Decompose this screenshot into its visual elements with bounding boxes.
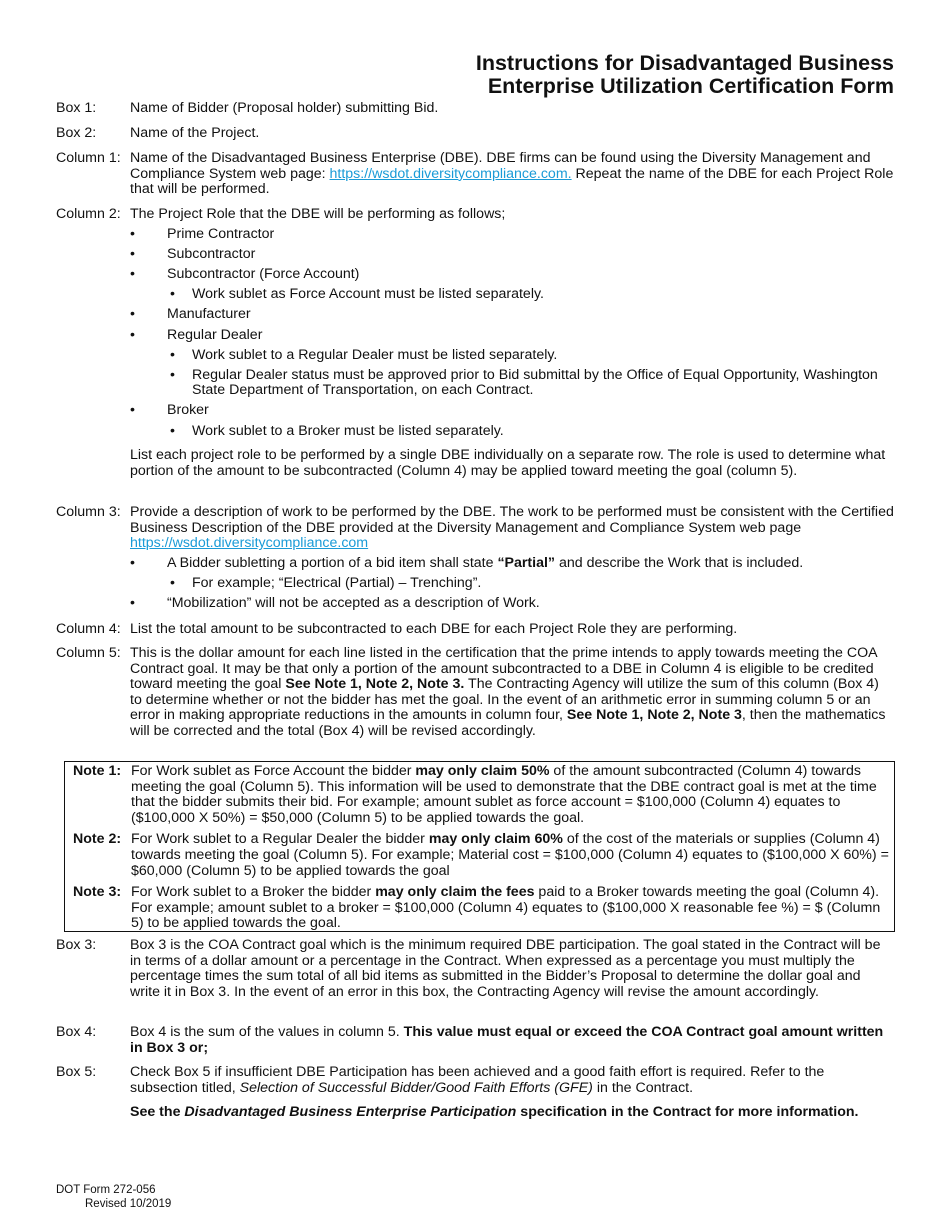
- box4-text-a: Box 4 is the sum of the values in column 5.: [130, 1024, 404, 1040]
- box5-section: [56, 1065, 894, 1121]
- note3: [65, 885, 894, 932]
- role-prime-contractor: • Prime Contractor: [130, 227, 894, 243]
- column5-text: [130, 646, 894, 740]
- box3-section: [56, 938, 894, 1000]
- note2-label: Note 2:: [73, 831, 122, 848]
- box1-text: Name of Bidder (Proposal holder) submitting Bid.: [130, 100, 439, 116]
- column1-text: [130, 151, 894, 198]
- diversity-compliance-link-2[interactable]: https://wsdot.diversitycompliance.com: [130, 535, 369, 552]
- box2-label: Box 2:: [56, 125, 97, 141]
- box5-text-b: in the Contract.: [592, 1079, 694, 1096]
- column4-text: List the total amount to be subcontracted to each DBE for each Project Role they are performing.: [130, 621, 738, 637]
- box2-section: [56, 126, 894, 142]
- box1-section: [56, 101, 894, 117]
- column2-closing: List each project role to be performed by a single DBE individually on a separate row. The role is used to determine what portion of the amount to be subcontracted (Column 4) may be applied toward meeting the goal (column 5).: [130, 447, 886, 479]
- column4-label: Column 4:: [56, 621, 121, 637]
- see-italic: Disadvantaged Business Enterprise Participation: [184, 1104, 517, 1121]
- note3-label: Note 3:: [73, 884, 122, 901]
- column5-text-c: , then the mathematics will be corrected and the total (Box 4) will be revised accordingly.: [130, 707, 886, 739]
- page-title: [194, 52, 894, 98]
- note1-bold: may only claim 50%: [415, 763, 550, 779]
- column2-section: [56, 207, 894, 479]
- form-footer: [56, 1183, 171, 1211]
- partial-bullet-a: A Bidder subletting a portion of a bid item shall state: [167, 555, 498, 572]
- role-subcontractor-force-account: • Subcontractor (Force Account): [130, 267, 894, 283]
- box4-section: [56, 1025, 894, 1056]
- title-line-2: Enterprise Utilization Certification Form: [487, 74, 894, 98]
- see-specification: [130, 1105, 894, 1121]
- see-a: See the: [130, 1104, 185, 1121]
- partial-bullet: [130, 556, 894, 572]
- partial-bullet-b: and describe the Work that is included.: [555, 555, 804, 572]
- box5-text: [130, 1065, 894, 1096]
- box5-text-a: Check Box 5 if insufficient DBE Participation has been achieved and a good faith effort is required. Refer to the subsection titled,: [130, 1064, 825, 1096]
- note3-text-b: paid to a Broker towards meeting the goal (Column 4). For example; amount sublet to a broker = $100,000 (Column 4) equates to ($100,000 X reasonable fee %) = $ (Column 5) to be applied towards the goal.: [131, 884, 881, 932]
- box3-text: Box 3 is the COA Contract goal which is the minimum required DBE participation. The goal stated in the Contract will be in terms of a dollar amount or a percentage in the Contract. When expressed as a percentage you must multiply the percentage times the sum total of all bid items as submitted in the Bidder’s Proposal to determine the dollar goal and write it in Box 3. In the event of an error in this box, the Contracting Agency will revise the amount accordingly.: [130, 937, 881, 1000]
- column3-section: [56, 505, 894, 612]
- note2-text-a: For Work sublet to a Regular Dealer the bidder: [131, 831, 429, 848]
- column1-label: Column 1:: [56, 150, 121, 166]
- role-broker: • Broker: [130, 403, 894, 419]
- note3-text-a: For Work sublet to a Broker the bidder: [131, 884, 376, 901]
- column5-bold-b: See Note 1, Note 2, Note 3: [566, 707, 742, 724]
- regular-dealer-note-2: • Regular Dealer status must be approved prior to Bid submittal by the Office of Equal Opportunity, Washington State Department of Transportation, on each Contract.: [170, 368, 894, 399]
- box2-text: Name of the Project.: [130, 125, 260, 141]
- box5-italic: Selection of Successful Bidder/Good Faith Efforts (GFE): [239, 1079, 593, 1096]
- note2: [65, 832, 894, 879]
- column5-section: [56, 646, 894, 740]
- column2-label: Column 2:: [56, 206, 121, 222]
- force-account-note: • Work sublet as Force Account must be listed separately.: [170, 287, 894, 303]
- note1-text-b: of the amount subcontracted (Column 4) towards meeting the goal (Column 5). This information will be used to demonstrate that the DBE contract goal is met at the time that the bidder submits their bid. For example; amount sublet as force account = $100,000 (Column 4) equates to ($100,000 X 50%) = $50,000 (Column 5) to be applied towards the goal.: [131, 763, 877, 826]
- regular-dealer-note-1: • Work sublet to a Regular Dealer must be listed separately.: [170, 348, 894, 364]
- note1: [65, 764, 894, 826]
- column1-text-b: Repeat the name of the DBE for each Project Role that will be performed.: [130, 165, 894, 198]
- box1-label: Box 1:: [56, 100, 97, 116]
- column3-text: [130, 505, 894, 552]
- notes-box: [64, 761, 895, 932]
- column5-bold-a: See Note 1, Note 2, Note 3.: [285, 676, 465, 693]
- mobilization-bullet: • “Mobilization” will not be accepted as a description of Work.: [130, 596, 894, 612]
- role-subcontractor: • Subcontractor: [130, 247, 894, 263]
- form-number: DOT Form 272-056: [56, 1184, 156, 1196]
- column2-intro: The Project Role that the DBE will be performing as follows;: [130, 206, 506, 222]
- note2-bold: may only claim 60%: [428, 831, 563, 848]
- column1-section: [56, 151, 894, 198]
- partial-bold: “Partial”: [497, 555, 556, 572]
- title-line-1: Instructions for Disadvantaged Business: [475, 51, 894, 75]
- note3-text: [131, 885, 894, 932]
- box4-bold: This value must equal or exceed the COA Contract goal amount written in Box 3 or;: [130, 1024, 884, 1056]
- box5-label: Box 5:: [56, 1064, 97, 1080]
- column3-label: Column 3:: [56, 504, 121, 520]
- note1-text-a: For Work sublet as Force Account the bidder: [131, 763, 416, 779]
- column5-label: Column 5:: [56, 645, 121, 661]
- note2-text-b: of the cost of the materials or supplies (Column 4) towards meeting the goal (Column 5). For example; Material cost = $100,000 (Column 4) equates to ($100,000 X 60%) = $60,000 (Column 5) to be applied towards the goal: [131, 831, 889, 879]
- role-manufacturer: • Manufacturer: [130, 307, 894, 323]
- partial-example: • For example; “Electrical (Partial) – Trenching”.: [170, 576, 894, 592]
- diversity-compliance-link[interactable]: https://wsdot.diversitycompliance.com.: [329, 165, 572, 182]
- revision-date: Revised 10/2019: [85, 1198, 172, 1210]
- box3-label: Box 3:: [56, 937, 97, 953]
- box4-text: [130, 1025, 894, 1056]
- box4-label: Box 4:: [56, 1024, 97, 1040]
- column1-text-a: Name of the Disadvantaged Business Enterprise (DBE). DBE firms can be found using the Diversity Management and Compliance System web page:: [130, 150, 871, 182]
- column5-text-a: This is the dollar amount for each line listed in the certification that the prime intends to apply towards meeting the COA Contract goal. It may be that only a portion of the amount subcontracted to a DBE in Column 4 is eligible to be credited toward meeting the goal: [130, 645, 877, 693]
- broker-note: • Work sublet to a Broker must be listed separately.: [170, 424, 894, 440]
- note1-text: [131, 764, 894, 826]
- note2-text: [131, 832, 894, 879]
- column3-text-main: Provide a description of work to be performed by the DBE. The work to be performed must be consistent with the Certified Business Description of the DBE provided at the Diversity Management and Compliance System web page: [130, 504, 894, 536]
- note1-label: Note 1:: [73, 763, 122, 779]
- note3-bold: may only claim the fees: [375, 884, 535, 901]
- role-regular-dealer: • Regular Dealer: [130, 328, 894, 344]
- column4-section: [56, 622, 894, 638]
- see-b: specification in the Contract for more information.: [516, 1104, 859, 1121]
- column5-text-b: The Contracting Agency will utilize the sum of this column (Box 4) to determine whether or not the bidder has met the goal. In the event of an arithmetic error in summing column 5 or an error in making appropriate reductions in the amounts in column four,: [130, 676, 879, 724]
